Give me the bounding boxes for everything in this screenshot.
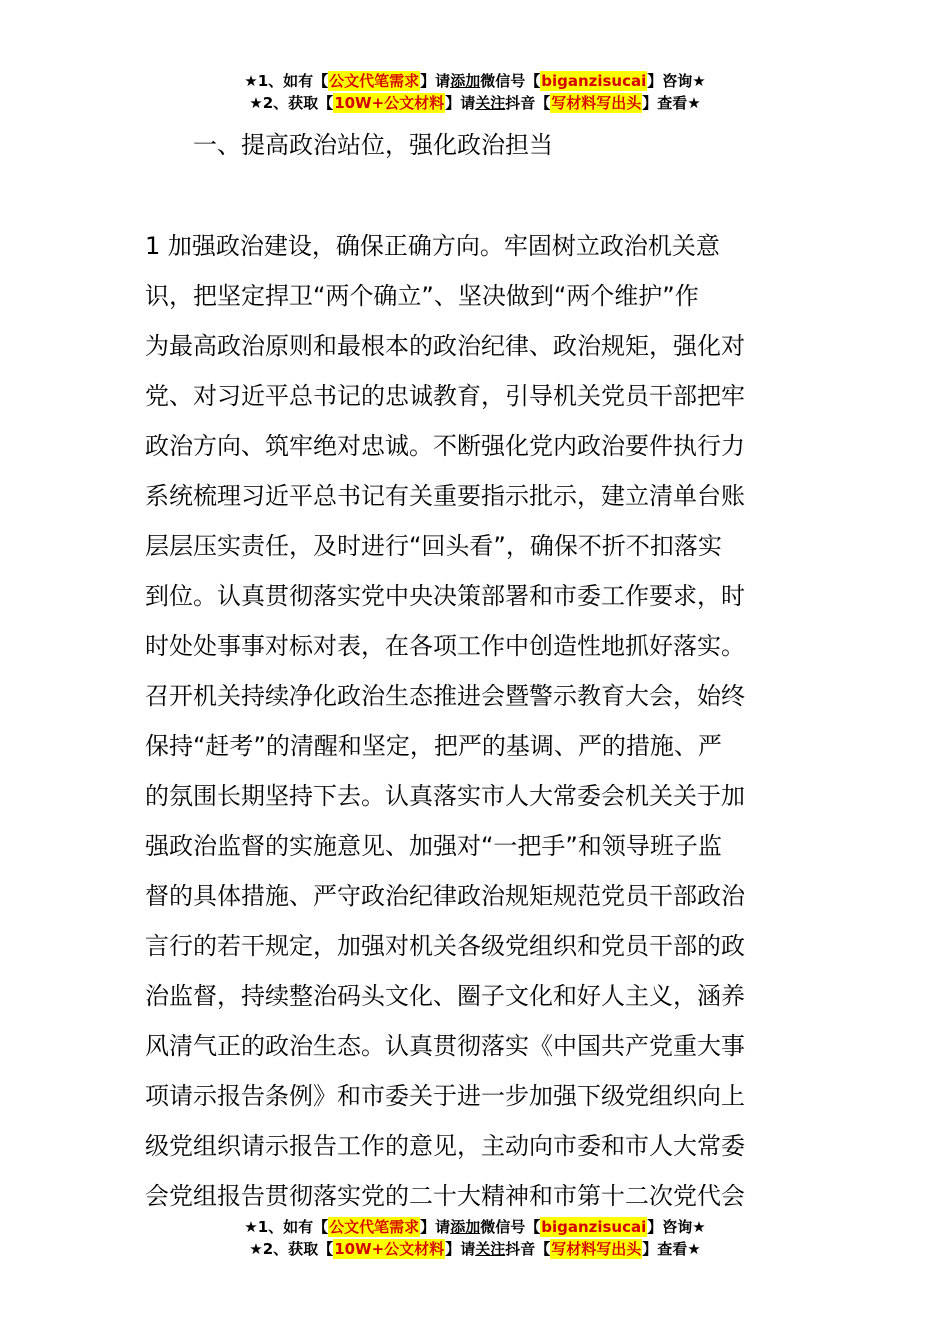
paragraph-line: 强政治监督的实施意见、加强对“一把手”和领导班子监 <box>145 832 722 860</box>
banner-highlight: 写材料写出头 <box>551 1240 642 1258</box>
paragraph-line: 到位。认真贯彻落实党中央决策部署和市委工作要求，时 <box>145 582 745 610</box>
banner-text: ★1、如有【 <box>244 72 329 90</box>
banner-text: 】查看★ <box>642 1240 701 1258</box>
paragraph-line: 层层压实责任，及时进行“回头看”，确保不折不扣落实 <box>145 532 722 560</box>
banner-underlined-text: 关注 <box>475 1240 506 1258</box>
bottom-banner <box>0 1216 950 1260</box>
top-banner <box>0 70 950 114</box>
banner-highlight: 公文代笔需求 <box>329 1218 420 1236</box>
paragraph-line: 1 加强政治建设，确保正确方向。牢固树立政治机关意 <box>145 232 720 260</box>
banner-line-1 <box>0 70 950 92</box>
paragraph-line: 会党组报告贯彻落实党的二十大精神和市第十二次党代会 <box>145 1182 745 1210</box>
banner-underlined-text: 添加 <box>450 1218 481 1236</box>
paragraph-line: 政治方向、筑牢绝对忠诚。不断强化党内政治要件执行力 <box>145 432 745 460</box>
paragraph-line: 系统梳理习近平总书记有关重要指示批示，建立清单台账 <box>145 482 745 510</box>
paragraph-line: 保持“赶考”的清醒和坚定，把严的基调、严的措施、严 <box>145 732 722 760</box>
banner-highlight: 写材料写出头 <box>551 94 642 112</box>
banner-underlined-text: 关注 <box>475 94 506 112</box>
banner-text: 】请 <box>420 72 451 90</box>
banner-text: 抖音【 <box>505 1240 551 1258</box>
banner-text: ★1、如有【 <box>244 1218 329 1236</box>
paragraph-line: 风清气正的政治生态。认真贯彻落实《中国共产党重大事 <box>145 1032 745 1060</box>
paragraph-line: 言行的若干规定，加强对机关各级党组织和党员干部的政 <box>145 932 745 960</box>
paragraph-line: 治监督，持续整治码头文化、圈子文化和好人主义，涵养 <box>145 982 745 1010</box>
paragraph-line: 项请示报告条例》和市委关于进一步加强下级党组织向上 <box>145 1082 745 1110</box>
banner-text: ★2、获取【 <box>249 94 334 112</box>
section-heading: 一、提高政治站位，强化政治担当 <box>193 131 553 159</box>
banner-text: 】请 <box>420 1218 451 1236</box>
banner-highlight: 公文代笔需求 <box>329 72 420 90</box>
banner-text: 】请 <box>445 94 476 112</box>
paragraph-line: 时处处事事对标对表，在各项工作中创造性地抓好落实。 <box>145 632 745 660</box>
banner-highlight: 10W+公文材料 <box>334 94 445 112</box>
paragraph-line: 召开机关持续净化政治生态推进会暨警示教育大会，始终 <box>145 682 745 710</box>
banner-text: 微信号【 <box>480 72 541 90</box>
body-paragraph <box>145 229 813 1229</box>
banner-line-1 <box>0 1216 950 1238</box>
paragraph-line: 党、对习近平总书记的忠诚教育，引导机关党员干部把牢 <box>145 382 745 410</box>
banner-text: 抖音【 <box>505 94 551 112</box>
paragraph-line: 识，把坚定捍卫“两个确立”、坚决做到“两个维护”作 <box>145 282 699 310</box>
paragraph-line: 的氛围长期坚持下去。认真落实市人大常委会机关关于加 <box>145 782 745 810</box>
paragraph-line: 为最高政治原则和最根本的政治纪律、政治规矩，强化对 <box>145 332 745 360</box>
paragraph-line: 督的具体措施、严守政治纪律政治规矩规范党员干部政治 <box>145 882 745 910</box>
banner-text: 】查看★ <box>642 94 701 112</box>
banner-text: 】咨询★ <box>647 1218 706 1236</box>
paragraph-line: 级党组织请示报告工作的意见，主动向市委和市人大常委 <box>145 1132 745 1160</box>
banner-highlight: biganzisucai <box>541 72 647 90</box>
banner-line-2 <box>0 1238 950 1260</box>
banner-text: 】咨询★ <box>647 72 706 90</box>
banner-underlined-text: 添加 <box>450 72 481 90</box>
banner-text: 微信号【 <box>480 1218 541 1236</box>
banner-text: ★2、获取【 <box>249 1240 334 1258</box>
banner-line-2 <box>0 92 950 114</box>
banner-highlight: 10W+公文材料 <box>334 1240 445 1258</box>
banner-highlight: biganzisucai <box>541 1218 647 1236</box>
banner-text: 】请 <box>445 1240 476 1258</box>
